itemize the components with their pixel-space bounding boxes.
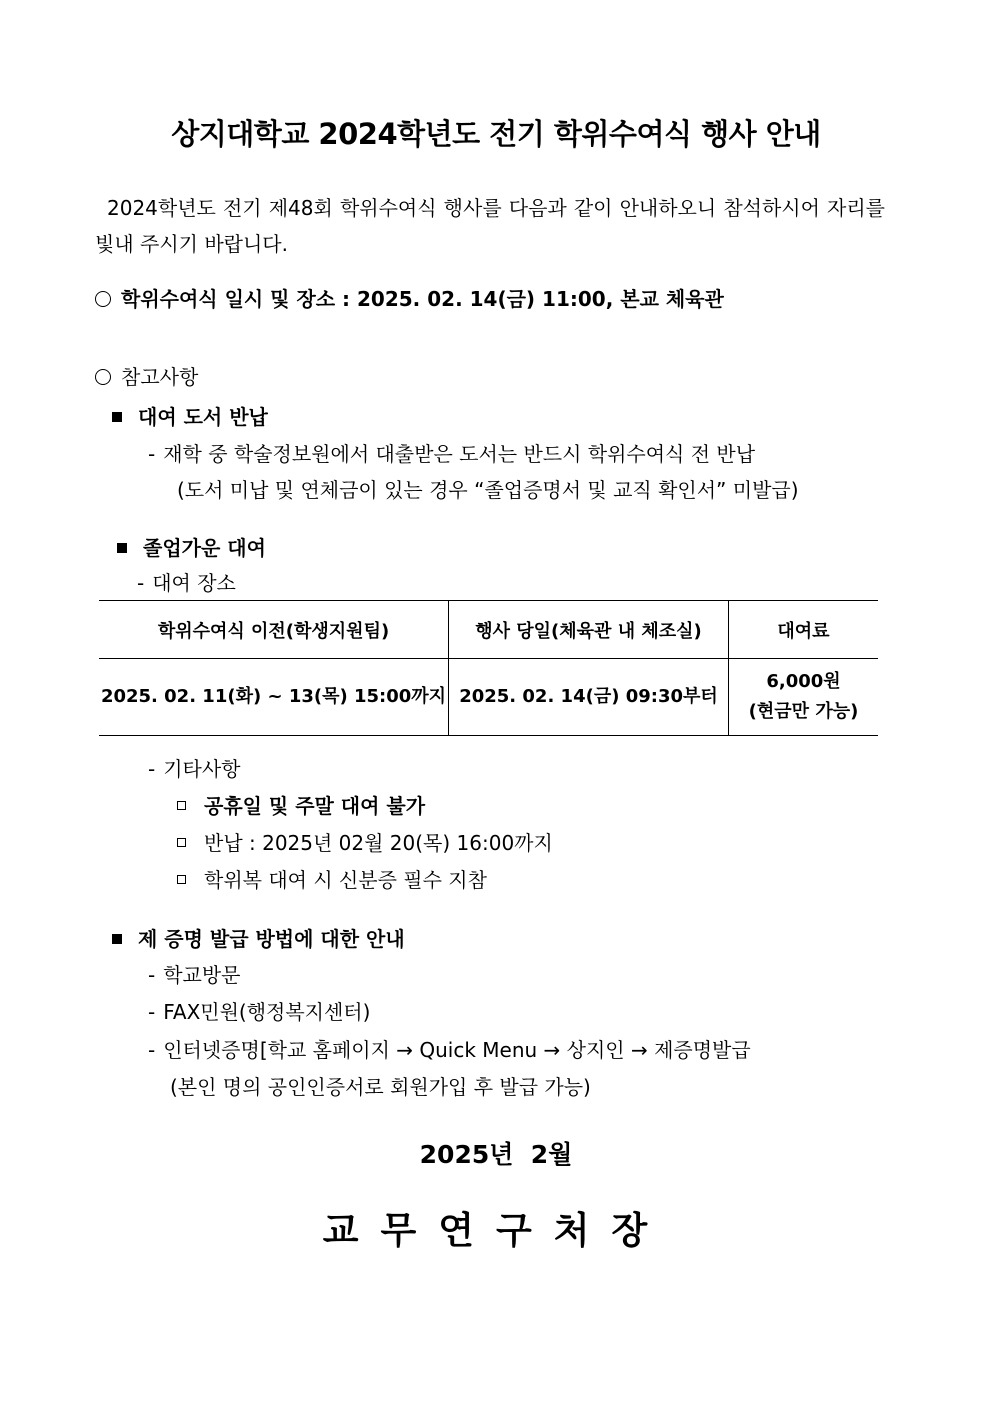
cert-heading-text: 제 증명 발급 방법에 대한 안내 xyxy=(138,927,405,951)
fee-amount: 6,000원 xyxy=(766,671,841,692)
library-heading xyxy=(112,401,268,430)
library-heading-text: 대여 도서 반납 xyxy=(138,405,268,429)
cert-note: (본인 명의 공인인증서로 회원가입 후 발급 가능) xyxy=(170,1075,591,1099)
document-title: 상지대학교 2024학년도 전기 학위수여식 행사 안내 xyxy=(171,117,821,151)
etc-item xyxy=(177,827,553,856)
square-bullet-icon xyxy=(117,543,127,553)
etc-label: - 기타사항 xyxy=(148,757,241,781)
cert-item: - 학교방문 xyxy=(148,963,241,987)
issue-date: 2025년 2월 xyxy=(419,1140,573,1169)
library-line-1-text: 재학 중 학술정보원에서 대출받은 도서는 반드시 학위수여식 전 반납 xyxy=(163,442,756,466)
table-cell: 2025. 02. 14(금) 09:30부터 xyxy=(449,659,729,736)
gown-rental-table xyxy=(99,600,878,736)
library-line-1: - 재학 중 학술정보원에서 대출받은 도서는 반드시 학위수여식 전 반납 xyxy=(148,442,756,466)
intro-text: 2024학년도 전기 제48회 학위수여식 행사를 다음과 같이 안내하오니 참석하시어 자리를 빛내 주시기 바랍니다. xyxy=(95,196,885,256)
etc-item xyxy=(177,790,425,819)
gown-place-text: 대여 장소 xyxy=(152,571,236,595)
etc-item-text: 반납 : 2025년 02월 20(목) 16:00까지 xyxy=(204,831,553,855)
table-header-cell: 학위수여식 이전(학생지원팀) xyxy=(99,601,449,659)
etc-item xyxy=(177,864,487,893)
table-cell-fee xyxy=(729,659,879,736)
table-header-row xyxy=(99,601,878,659)
gown-heading xyxy=(117,532,266,561)
notes-heading-text: 참고사항 xyxy=(121,365,199,389)
etc-item-text: 공휴일 및 주말 대여 불가 xyxy=(204,794,426,818)
cert-item-text: 인터넷증명[학교 홈페이지 → Quick Menu → 상지인 → 제증명발급 xyxy=(163,1038,751,1062)
ceremony-info xyxy=(95,283,724,312)
table-cell: 2025. 02. 11(화) ~ 13(목) 15:00까지 xyxy=(99,659,449,736)
cert-item: - 인터넷증명[학교 홈페이지 → Quick Menu → 상지인 → 제증명발급 xyxy=(148,1038,751,1062)
cert-item: - FAX민원(행정복지센터) xyxy=(148,1000,371,1024)
table-header-cell: 대여료 xyxy=(729,601,879,659)
etc-item-text: 학위복 대여 시 신분증 필수 지참 xyxy=(204,868,487,892)
fee-note: (현금만 가능) xyxy=(748,701,859,722)
square-bullet-icon xyxy=(112,934,122,944)
library-line-2: (도서 미납 및 연체금이 있는 경우 “졸업증명서 및 교직 확인서” 미발급) xyxy=(177,478,799,502)
gown-place-label: - 대여 장소 xyxy=(137,571,236,595)
small-square-bullet-icon xyxy=(177,838,186,847)
small-square-bullet-icon xyxy=(177,801,186,810)
circle-bullet-icon xyxy=(95,291,111,307)
small-square-bullet-icon xyxy=(177,875,186,884)
table-row xyxy=(99,659,878,736)
ceremony-text: 학위수여식 일시 및 장소 : 2025. 02. 14(금) 11:00, 본교 체육관 xyxy=(121,287,724,311)
table-header-cell: 행사 당일(체육관 내 체조실) xyxy=(449,601,729,659)
circle-bullet-icon xyxy=(95,369,111,385)
etc-label-text: 기타사항 xyxy=(163,757,241,781)
cert-item-text: 학교방문 xyxy=(163,963,241,987)
cert-heading xyxy=(112,923,405,952)
square-bullet-icon xyxy=(112,412,122,422)
cert-item-text: FAX민원(행정복지센터) xyxy=(163,1000,371,1024)
intro-paragraph xyxy=(95,190,885,262)
notes-heading xyxy=(95,361,198,390)
gown-heading-text: 졸업가운 대여 xyxy=(143,536,266,560)
signer-name: 교무연구처장 xyxy=(322,1209,670,1252)
